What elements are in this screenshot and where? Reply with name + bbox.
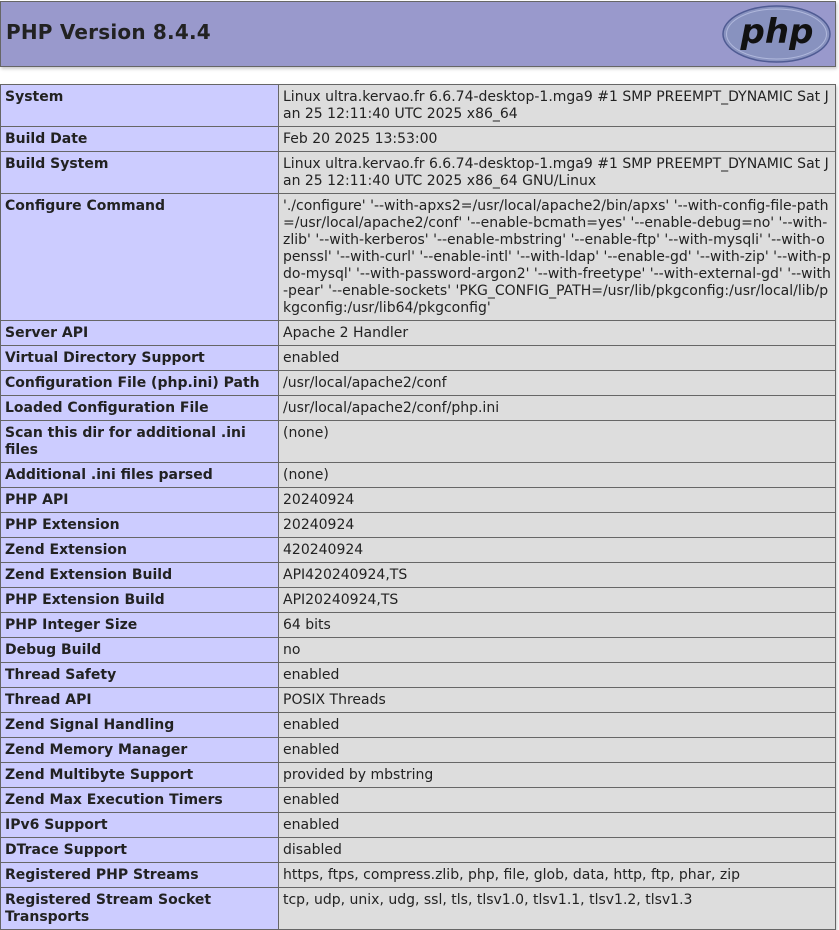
row-label: Configure Command <box>1 194 279 321</box>
table-row <box>1 421 836 463</box>
row-value: './configure' '--with-apxs2=/usr/local/apache2/bin/apxs' '--with-config-file-path=/usr/local/apache2/conf' '--enable-bcmath=yes' '--enable-debug=no' '--with-zlib' '--with-kerberos' '--enable-mbstring' '--enable-ftp' '--with-mysqli' '--with-openssl' '--with-curl' '--enable-intl' '--with-ldap' '--enable-gd' '--with-zip' '--with-pdo-mysql' '--with-password-argon2' '--with-freetype' '--with-external-gd' '--with-pear' '--enable-sockets' 'PKG_CONFIG_PATH=/usr/lib/pkgconfig:/usr/local/lib/pkgconfig:/usr/lib64/pkgconfig' <box>279 194 836 321</box>
table-row <box>1 321 836 346</box>
table-row <box>1 738 836 763</box>
row-value: /usr/local/apache2/conf <box>279 371 836 396</box>
php-info-table <box>0 84 836 930</box>
row-label: Thread API <box>1 688 279 713</box>
row-label: Registered PHP Streams <box>1 863 279 888</box>
row-value: Apache 2 Handler <box>279 321 836 346</box>
row-label: PHP Integer Size <box>1 613 279 638</box>
table-row <box>1 838 836 863</box>
row-label: Zend Signal Handling <box>1 713 279 738</box>
row-label: PHP Extension <box>1 513 279 538</box>
row-label: Debug Build <box>1 638 279 663</box>
page-header <box>0 1 836 67</box>
row-label: Virtual Directory Support <box>1 346 279 371</box>
table-row <box>1 538 836 563</box>
row-value: Linux ultra.kervao.fr 6.6.74-desktop-1.mga9 #1 SMP PREEMPT_DYNAMIC Sat Jan 25 12:11:40 UTC 2025 x86_64 GNU/Linux <box>279 152 836 194</box>
row-label: Thread Safety <box>1 663 279 688</box>
row-value: enabled <box>279 788 836 813</box>
table-row <box>1 888 836 930</box>
row-label: Zend Memory Manager <box>1 738 279 763</box>
table-row <box>1 463 836 488</box>
row-label: Scan this dir for additional .ini files <box>1 421 279 463</box>
row-value: no <box>279 638 836 663</box>
row-value: enabled <box>279 713 836 738</box>
table-row <box>1 152 836 194</box>
row-label: Build Date <box>1 127 279 152</box>
row-label: Zend Max Execution Timers <box>1 788 279 813</box>
row-label: Zend Extension Build <box>1 563 279 588</box>
row-value: API20240924,TS <box>279 588 836 613</box>
row-value: 420240924 <box>279 538 836 563</box>
table-row <box>1 863 836 888</box>
row-value: Linux ultra.kervao.fr 6.6.74-desktop-1.mga9 #1 SMP PREEMPT_DYNAMIC Sat Jan 25 12:11:40 UTC 2025 x86_64 <box>279 85 836 127</box>
table-row <box>1 713 836 738</box>
row-value: 20240924 <box>279 488 836 513</box>
row-label: Additional .ini files parsed <box>1 463 279 488</box>
row-value: disabled <box>279 838 836 863</box>
row-label: PHP API <box>1 488 279 513</box>
row-value: enabled <box>279 738 836 763</box>
table-row <box>1 127 836 152</box>
row-label: IPv6 Support <box>1 813 279 838</box>
table-row <box>1 788 836 813</box>
row-label: Configuration File (php.ini) Path <box>1 371 279 396</box>
row-value: POSIX Threads <box>279 688 836 713</box>
row-value: https, ftps, compress.zlib, php, file, glob, data, http, ftp, phar, zip <box>279 863 836 888</box>
row-value: API420240924,TS <box>279 563 836 588</box>
row-value: provided by mbstring <box>279 763 836 788</box>
row-value: Feb 20 2025 13:53:00 <box>279 127 836 152</box>
logo-text: php <box>740 12 814 52</box>
table-row <box>1 663 836 688</box>
row-value: 64 bits <box>279 613 836 638</box>
table-row <box>1 488 836 513</box>
table-row <box>1 688 836 713</box>
row-value: enabled <box>279 813 836 838</box>
row-value: (none) <box>279 463 836 488</box>
row-value: 20240924 <box>279 513 836 538</box>
table-row <box>1 85 836 127</box>
table-row <box>1 563 836 588</box>
row-value: tcp, udp, unix, udg, ssl, tls, tlsv1.0, tlsv1.1, tlsv1.2, tlsv1.3 <box>279 888 836 930</box>
row-label: Zend Multibyte Support <box>1 763 279 788</box>
row-value: (none) <box>279 421 836 463</box>
row-label: PHP Extension Build <box>1 588 279 613</box>
table-row <box>1 396 836 421</box>
row-value: enabled <box>279 346 836 371</box>
table-row <box>1 194 836 321</box>
table-row <box>1 588 836 613</box>
table-row <box>1 346 836 371</box>
table-row <box>1 613 836 638</box>
row-value: enabled <box>279 663 836 688</box>
table-row <box>1 371 836 396</box>
table-row <box>1 813 836 838</box>
row-label: DTrace Support <box>1 838 279 863</box>
table-row <box>1 763 836 788</box>
row-label: Build System <box>1 152 279 194</box>
row-value: /usr/local/apache2/conf/php.ini <box>279 396 836 421</box>
row-label: System <box>1 85 279 127</box>
row-label: Registered Stream Socket Transports <box>1 888 279 930</box>
row-label: Zend Extension <box>1 538 279 563</box>
table-row <box>1 513 836 538</box>
row-label: Loaded Configuration File <box>1 396 279 421</box>
page-title: PHP Version 8.4.4 <box>6 20 211 44</box>
row-label: Server API <box>1 321 279 346</box>
table-row <box>1 638 836 663</box>
php-logo-icon[interactable] <box>722 5 831 63</box>
